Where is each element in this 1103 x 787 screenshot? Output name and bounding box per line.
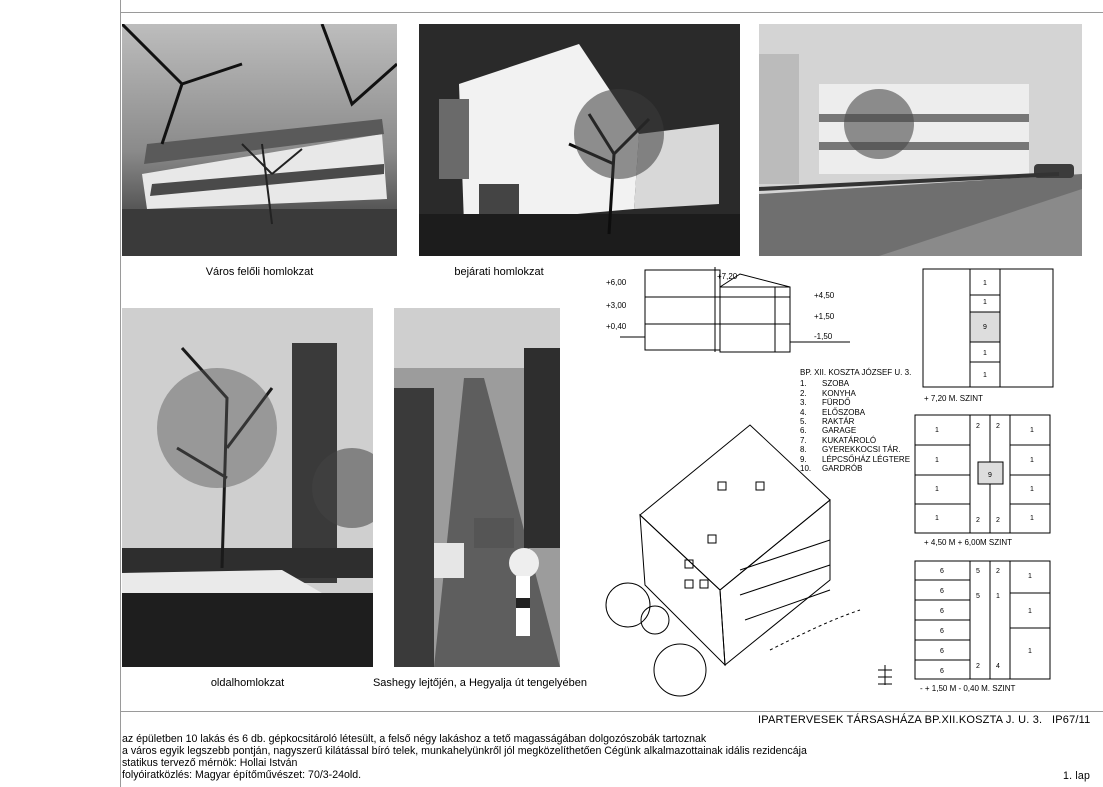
svg-text:1: 1 — [996, 593, 1000, 600]
plan-label-middle: + 4,50 M + 6,00M SZINT — [924, 538, 1013, 547]
svg-text:1: 1 — [935, 486, 939, 493]
legend-item-number: 10. — [800, 464, 812, 474]
svg-text:1: 1 — [983, 372, 987, 379]
page-number: 1. lap — [1063, 770, 1091, 782]
legend-item-number: 3. — [800, 398, 807, 408]
legend-item-number: 5. — [800, 417, 807, 427]
footer-line-3: statikus tervező mérnök: Hollai István — [122, 757, 298, 769]
level-right-1: +4,50 — [814, 291, 835, 300]
level-left-2: +3,00 — [606, 301, 627, 310]
svg-text:6: 6 — [940, 568, 944, 575]
svg-text:2: 2 — [976, 517, 980, 524]
svg-text:1: 1 — [935, 427, 939, 434]
floor-plan-top — [918, 267, 1058, 392]
legend-item-number: 8. — [800, 445, 807, 455]
level-left-1: +6,00 — [606, 278, 627, 287]
svg-text:9: 9 — [988, 472, 992, 479]
level-right-3: -1,50 — [814, 332, 833, 341]
legend-item-number: 9. — [800, 454, 807, 464]
svg-text:5: 5 — [976, 593, 980, 600]
svg-text:6: 6 — [940, 608, 944, 615]
caption-city-facade: Város felőli homlokzat — [205, 266, 314, 278]
svg-text:2: 2 — [996, 423, 1000, 430]
svg-text:1: 1 — [983, 350, 987, 357]
svg-text:1: 1 — [935, 457, 939, 464]
legend-title: BP. XII. KOSZTA JÓZSEF U. 3. — [800, 368, 912, 377]
photo-entrance-facade — [419, 24, 740, 256]
caption-sashegy: Sashegy lejtőjén, a Hegyalja út tengelyében — [372, 677, 588, 689]
svg-text:1: 1 — [935, 515, 939, 522]
photo-side-facade — [122, 308, 373, 667]
plan-label-ground: - + 1,50 M - 0,40 M. SZINT — [920, 684, 1016, 693]
svg-text:6: 6 — [940, 628, 944, 635]
svg-text:1: 1 — [1030, 427, 1034, 434]
legend-item — [800, 389, 911, 398]
photo-city-facade — [122, 24, 397, 256]
svg-text:1: 1 — [1028, 573, 1032, 580]
svg-text:2: 2 — [996, 568, 1000, 575]
svg-text:1: 1 — [983, 299, 987, 306]
svg-text:4: 4 — [996, 663, 1000, 670]
project-code: IP67/11 — [1052, 714, 1091, 726]
legend-item — [800, 398, 911, 407]
photo-street-view — [759, 24, 1082, 256]
legend-item-number: 4. — [800, 407, 807, 417]
level-left-3: +0,40 — [606, 322, 627, 331]
legend-item-label: GARAGE — [822, 426, 857, 436]
footer-line-4: folyóiratközlés: Magyar építőművészet: 70/3-24old. — [122, 769, 362, 781]
legend-item-number: 7. — [800, 435, 807, 445]
left-margin-rule — [120, 0, 121, 787]
project-title: IPARTERVESEK TÁRSASHÁZA BP.XII.KOSZTA J. U. 3. — [758, 714, 1043, 726]
legend-item — [800, 408, 911, 417]
legend-item-label: GARDRÓB — [822, 464, 863, 474]
svg-text:5: 5 — [976, 568, 980, 575]
svg-text:1: 1 — [1030, 486, 1034, 493]
legend-item-number: 2. — [800, 388, 807, 398]
caption-side-facade: oldalhomlokzat — [210, 677, 285, 689]
plan-label-top: + 7,20 M. SZINT — [924, 394, 983, 403]
footer-rule — [120, 711, 1103, 712]
svg-text:6: 6 — [940, 588, 944, 595]
legend-item-label: GYEREKKOCSI TÁR. — [822, 445, 901, 455]
photo-sashegy-road — [394, 308, 560, 667]
footer-line-1: az épületben 10 lakás és 6 db. gépkocsitároló létesült, a felső négy lakáshoz a tető magasságában dolgozószobák tartoznak — [122, 733, 707, 745]
legend-item-label: KONYHA — [822, 388, 856, 398]
svg-text:9: 9 — [983, 324, 987, 331]
legend-item-number: 1. — [800, 379, 807, 389]
top-rule — [120, 12, 1103, 13]
floor-plan-ground — [910, 558, 1060, 682]
caption-entrance-facade: bejárati homlokzat — [454, 266, 544, 278]
svg-text:2: 2 — [976, 663, 980, 670]
svg-text:1: 1 — [983, 280, 987, 287]
svg-text:2: 2 — [996, 517, 1000, 524]
legend-item-label: ELŐSZOBA — [822, 407, 866, 417]
legend-item — [800, 379, 911, 388]
svg-text:1: 1 — [1030, 457, 1034, 464]
svg-text:2: 2 — [976, 423, 980, 430]
level-right-2: +1,50 — [814, 312, 835, 321]
axonometric-drawing — [600, 420, 910, 710]
svg-text:6: 6 — [940, 648, 944, 655]
legend-item-label: FÜRDŐ — [822, 398, 851, 408]
svg-text:1: 1 — [1028, 648, 1032, 655]
legend-item-label: SZOBA — [822, 379, 850, 389]
floor-plan-middle — [910, 412, 1060, 536]
level-top: +7,20 — [717, 272, 738, 281]
legend-item-number: 6. — [800, 426, 807, 436]
legend-item-label: LÉPCSŐHÁZ LÉGTERE — [822, 454, 911, 464]
svg-text:1: 1 — [1028, 608, 1032, 615]
legend-item-label: RAKTÁR — [822, 417, 855, 427]
legend-item-label: KUKATÁROLÓ — [822, 435, 877, 445]
svg-text:1: 1 — [1030, 515, 1034, 522]
footer-line-2: a város egyik legszebb pontján, nagyszerű kilátással bíró telek, munkahelyünkről jól megközelíthetően Cégünk alkalmazottainak idális rezidencája — [122, 745, 807, 757]
svg-text:6: 6 — [940, 668, 944, 675]
